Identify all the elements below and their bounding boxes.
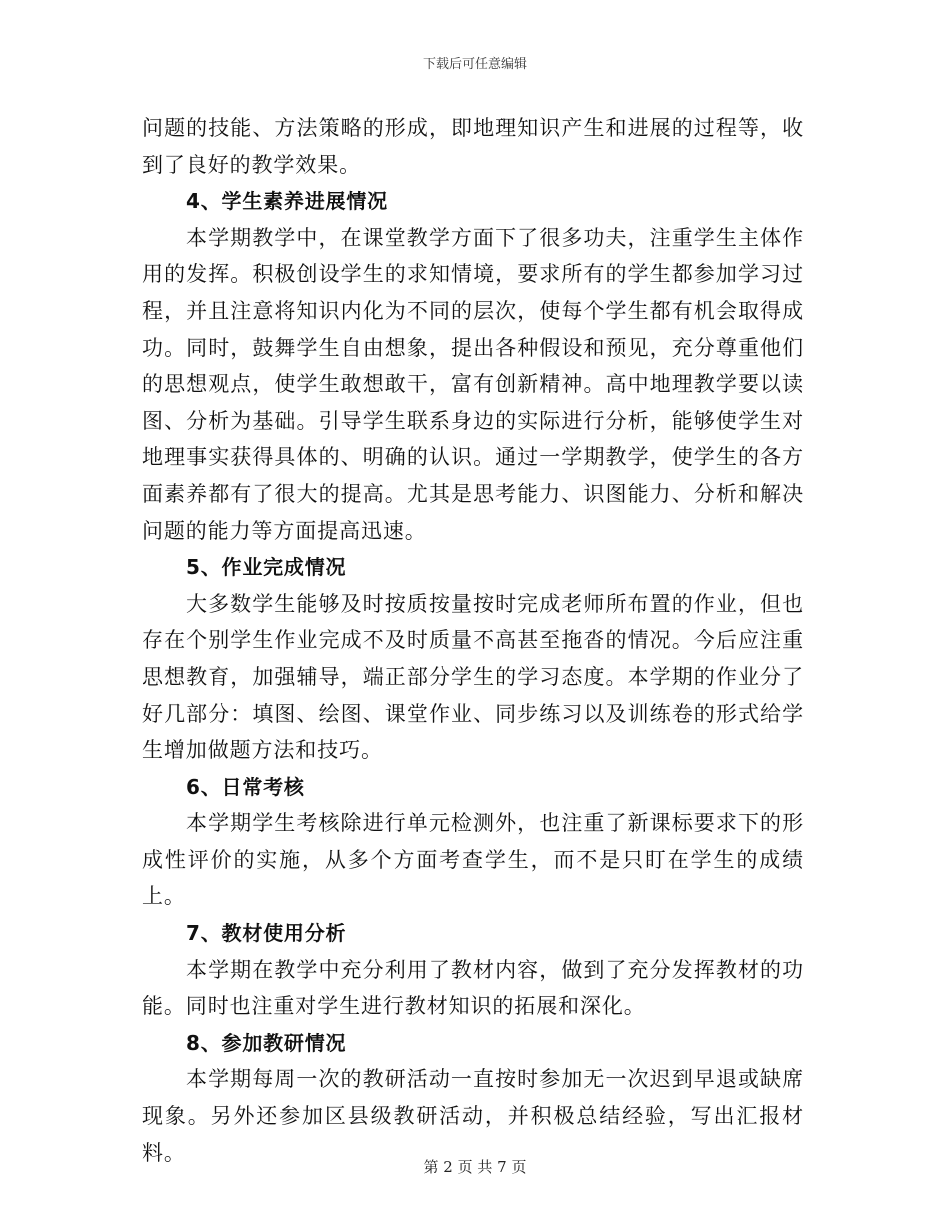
section-heading-4: 4、学生素养进展情况	[186, 189, 388, 214]
paragraph-student-literacy: 本学期教学中，在课堂教学方面下了很多功夫，注重学生主体作用的发挥。积极创设学生的求知情境，要求所有的学生都参加学习过程，并且注意将知识内化为不同的层次，使每个学生都有机会取得成功。同时，鼓舞学生自由想象，提出各种假设和预见，充分尊重他们的思想观点，使学生敢想敢干，富有创新精神。高中地理教学要以读图、分析为基础。引导学生联系身边的实际进行分析，能够使学生对地理事实获得具体的、明确的认识。通过一学期教学，使学生的各方面素养都有了很大的提高。尤其是思考能力、识图能力、分析和解决问题的能力等方面提高迅速。	[142, 225, 804, 543]
section-heading-5: 5、作业完成情况	[186, 555, 347, 580]
section-heading-8: 8、参加教研情况	[186, 1030, 347, 1055]
paragraph-textbook-usage: 本学期在教学中充分利用了教材内容，做到了充分发挥教材的功能。同时也注重对学生进行教材知识的拓展和深化。	[142, 957, 804, 1019]
page-number: 第 2 页 共 7 页	[423, 1158, 527, 1176]
paragraph-continuation: 问题的技能、方法策略的形成，即地理知识产生和进展的过程等，收到了良好的教学效果。	[142, 116, 804, 177]
page-header: 下载后可任意编辑	[422, 57, 527, 72]
paragraph-daily-assessment: 本学期学生考核除进行单元检测外，也注重了新课标要求下的形成性评价的实施，从多个方面考查学生，而不是只盯在学生的成绩上。	[142, 811, 804, 909]
paragraph-homework: 大多数学生能够及时按质按量按时完成老师所布置的作业，但也存在个别学生作业完成不及时质量不高甚至拖沓的情况。今后应注重思想教育，加强辅导，端正部分学生的学习态度。本学期的作业分了好几部分：填图、绘图、课堂作业、同步练习以及训练卷的形式给学生增加做题方法和技巧。	[142, 591, 804, 763]
document-body	[142, 110, 804, 1171]
section-heading-7: 7、教材使用分析	[186, 921, 347, 946]
paragraph-teaching-research: 本学期每周一次的教研活动一直按时参加无一次迟到早退或缺席现象。另外还参加区县级教研活动，并积极总结经验，写出汇报材料。	[142, 1067, 804, 1165]
section-heading-6: 6、日常考核	[186, 774, 305, 799]
